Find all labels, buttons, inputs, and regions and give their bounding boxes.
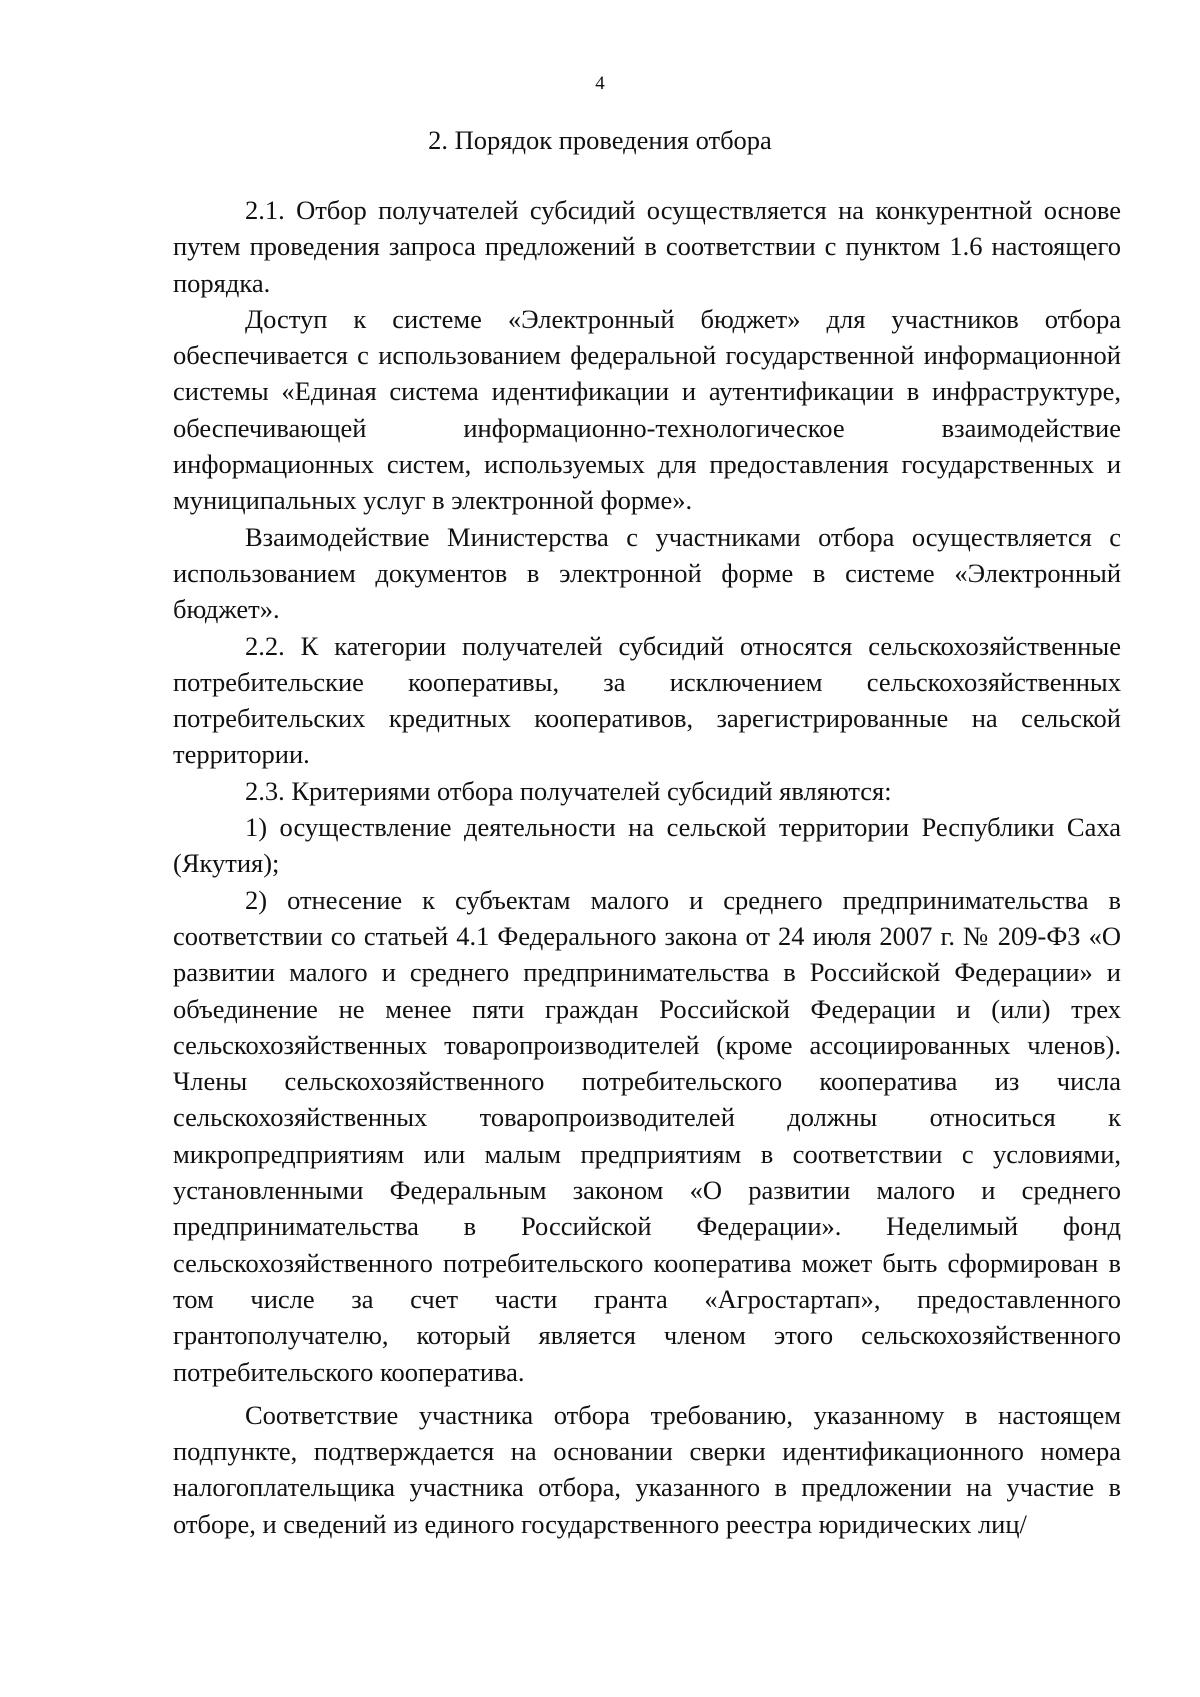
section-title: 2. Порядок проведения отбора [428, 125, 772, 155]
paragraph-interaction: Взаимодействие Министерства с участниками отбора осуществляется с использованием документов в электронной форме в системе «Электронный бюджет». [173, 521, 1121, 625]
paragraph-2-2: 2.2. К категории получателей субсидий относятся сельскохозяйственные потребительские кооперативы, за исключением сельскохозяйственных потребительских кредитных кооперативов, зарегистрированные на сельской территории. [173, 630, 1121, 770]
paragraph-access: Доступ к системе «Электронный бюджет» для участников отбора обеспечивается с использованием федеральной государственной информационной системы «Единая система идентификации и аутентификации в инфраструктуре, обеспечивающей информационно-технологическое взаимодействие информационных систем, используемых для предоставления государственных и муниципальных услуг в электронной форме». [173, 303, 1121, 516]
paragraph-2-3: 2.3. Критериями отбора получателей субсидий являются: [245, 775, 892, 806]
body-text [173, 192, 1121, 1542]
criterion-2: 2) отнесение к субъектам малого и среднего предпринимательства в соответствии со статьей 4.1 Федерального закона от 24 июля 2007 г. № 209-ФЗ «О развитии малого и среднего предпринимательства в Российской Федерации» и объединение не менее пяти граждан Российской Федерации и (или) трех сельскохозяйственных товаропроизводителей (кроме ассоциированных членов). Члены сельскохозяйственного потребительского кооператива из числа сельскохозяйственных товаропроизводителей должны относиться к микропредприятиям или малым предприятиям в соответствии с условиями, установленными Федеральным законом «О развитии малого и среднего предпринимательства в Российской Федерации». Неделимый фонд сельскохозяйственного потребительского кооператива может быть сформирован в том числе за счет части гранта «Агростартап», предоставленного грантополучателю, который является членом этого сельскохозяйственного потребительского кооператива. [173, 884, 1121, 1387]
criterion-1: 1) осуществление деятельности на сельской территории Республики Саха (Якутия); [173, 812, 1121, 879]
paragraph-2-1: 2.1. Отбор получателей субсидий осуществляется на конкурентной основе путем проведения запроса предложений в соответствии с пунктом 1.6 настоящего порядка. [173, 195, 1121, 298]
paragraph-compliance: Соответствие участника отбора требованию, указанному в настоящем подпункте, подтверждается на основании сверки идентификационного номера налогоплательщика участника отбора, указанного в предложении на участие в отборе, и сведений из единого государственного реестра юридических лиц/ [173, 1399, 1121, 1539]
page-number: 4 [595, 73, 605, 94]
